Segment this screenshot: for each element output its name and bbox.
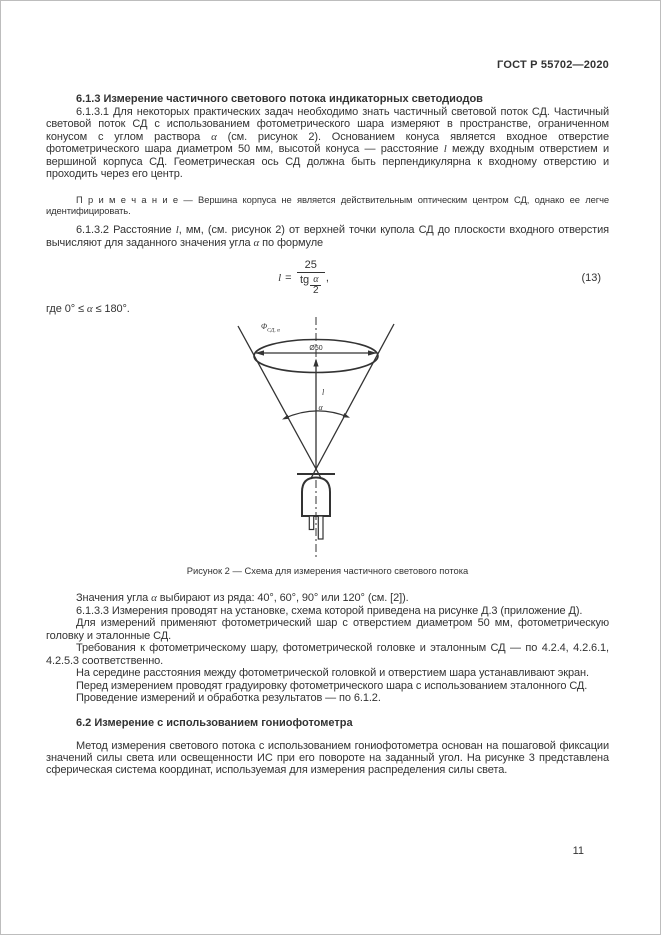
l-label: l xyxy=(322,388,325,398)
diameter-label: Ø50 xyxy=(309,345,323,353)
paragraph-text: по формуле xyxy=(259,236,324,249)
note-text: Вершина корпуса не является действительным оптическим центром СД, однако ее легче идентифицировать. xyxy=(46,193,609,216)
fraction xyxy=(297,260,325,296)
note-paragraph xyxy=(46,194,609,216)
flux-label: $\Phi_{СД, \alpha}$ xyxy=(261,322,280,334)
formula-comma: , xyxy=(325,271,329,284)
tg-label: tg xyxy=(300,273,310,286)
paragraph-calibration: Перед измерением проводят градуировку фотометрического шара с использованием эталонного СД. xyxy=(76,679,588,692)
l-symbol: l xyxy=(443,143,447,156)
page-number: 11 xyxy=(572,845,584,857)
where-text: ≤ 180°. xyxy=(92,303,130,316)
fraction-denominator xyxy=(300,273,321,296)
formula-expression xyxy=(278,260,329,296)
paragraph-6-1-3-3: 6.1.3.3 Измерения проводят на установке, схема которой приведена на рисунке Д.3 (приложение Д). xyxy=(76,604,583,617)
arc-arrowhead-left xyxy=(282,415,289,420)
paragraph-procedure: Проведение измерений и обработка результатов — по 6.1.2. xyxy=(76,692,381,705)
equals-sign: = xyxy=(285,272,292,285)
inner-denominator: 2 xyxy=(313,284,319,296)
alpha-symbol: α xyxy=(211,130,217,143)
paragraph-angle-values xyxy=(46,592,609,604)
where-clause xyxy=(46,303,609,315)
paragraph-requirements: Требования к фотометрическому шару, фотометрической головке и эталонным СД — по 4.2.4, 4.2.6.1, 4.2.5.3 соответственно. xyxy=(46,642,609,667)
paragraph-6-2: Метод измерения светового потока с использованием гониофотометра основан на пошаговой фиксации значений силы света или освещенности ИС при его повороте на заданный угол. На рисунке 3 представлена сферическая система координат, используемая для измерения распределения силы света. xyxy=(46,739,609,777)
figure-2-caption: Рисунок 2 — Схема для измерения частичного светового потока xyxy=(186,565,469,577)
paragraph-screen: На середине расстояния между фотометрической головкой и отверстием шара устанавливают экран. xyxy=(76,667,589,680)
paragraph-6-1-3-2 xyxy=(46,224,609,249)
led-pin-left xyxy=(309,516,313,530)
paragraph-text: 6.1.3.1 Для некоторых практических задач необходимо знать частичный световой поток СД. Частичный световой поток СД с использованием фотометрического шара измеряют в пространстве, ограниченном конусом с углом раствора xyxy=(46,106,609,143)
paragraph-apply: Для измерений применяют фотометрический шар с отверстием диаметром 50 мм, фотометрическую головку и эталонные СД. xyxy=(46,617,609,642)
note-label: П р и м е ч а н и е — xyxy=(76,193,199,205)
alpha-symbol: α xyxy=(86,303,93,316)
section-heading-6-1-3: 6.1.3 Измерение частичного светового потока индикаторных светодиодов xyxy=(76,93,483,105)
figure-2-cone-diagram xyxy=(216,317,416,559)
paragraph-text: , мм, (см. рисунок 2) от верхней точки купола СД до плоскости входного отверстия вычисляют для заданного значения угла xyxy=(46,224,609,249)
equation-number: (13) xyxy=(581,272,601,285)
inner-numerator: α xyxy=(310,275,321,286)
paragraph-6-1-3-1 xyxy=(46,106,609,181)
led-pin-right xyxy=(318,516,323,539)
inner-fraction xyxy=(310,275,321,296)
alpha-label: α xyxy=(318,403,323,413)
up-arrowhead xyxy=(313,359,318,367)
figure-2 xyxy=(46,317,609,559)
l-symbol: l xyxy=(175,224,179,237)
paragraph-text: (см. рисунок 2). Основанием конуса является входное отверстие фотометрического шара диаметром 50 мм, высотой конуса — расстояние xyxy=(46,130,609,156)
alpha-symbol: α xyxy=(151,592,157,605)
section-heading-6-2: 6.2 Измерение с использованием гониофотометра xyxy=(76,716,353,729)
alpha-symbol: α xyxy=(253,236,260,249)
paragraph-text: Значения угла xyxy=(76,592,152,605)
formula-13 xyxy=(46,258,609,298)
document-code: ГОСТ Р 55702—2020 xyxy=(497,59,609,71)
where-text: где 0° ≤ xyxy=(46,303,87,316)
paragraph-text: выбирают из ряда: 40°, 60°, 90° или 120° (см. [2]). xyxy=(156,592,409,605)
cone-side-right xyxy=(311,324,394,479)
paragraph-text: между входным отверстием и вершиной корпуса СД. Геометрическая ось СД должна быть перпендикулярна к входному отверстию и проходить через его центр. xyxy=(46,143,609,181)
paragraph-text: 6.1.3.2 Расстояние xyxy=(76,224,176,237)
fraction-numerator: 25 xyxy=(297,260,325,273)
formula-lhs: l xyxy=(278,272,282,285)
